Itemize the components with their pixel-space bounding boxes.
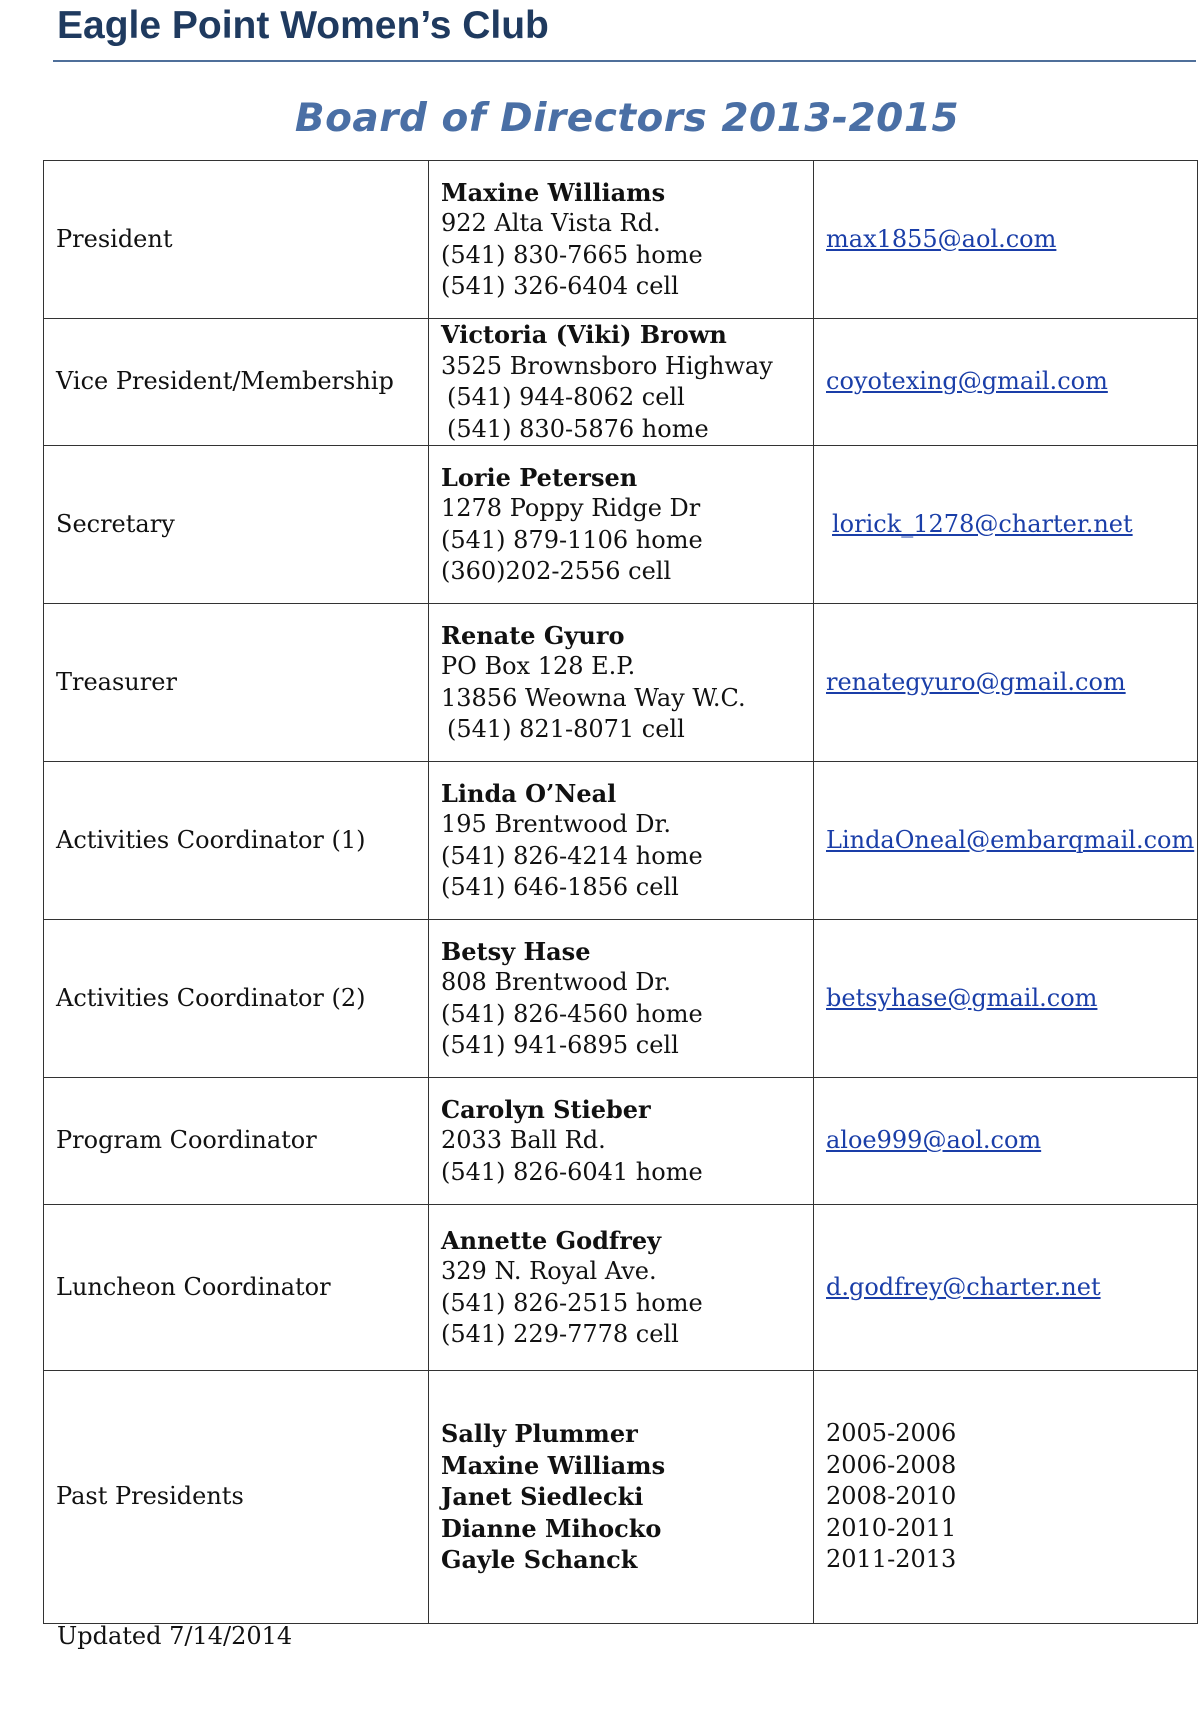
board-title: Board of Directors 2013-2015 xyxy=(294,96,960,141)
member-name: Annette Godfrey xyxy=(441,1225,662,1255)
email-cell xyxy=(814,604,1198,762)
phone-line: (541) 326-6404 cell xyxy=(441,272,679,300)
table-row xyxy=(44,762,1198,920)
role-cell: Secretary xyxy=(44,446,429,604)
address-line: 329 N. Royal Ave. xyxy=(441,1257,657,1285)
email-cell xyxy=(814,446,1198,604)
email-link[interactable]: renategyuro@gmail.com xyxy=(826,667,1126,696)
role-cell: Vice President/Membership xyxy=(44,319,429,446)
member-name: Renate Gyuro xyxy=(441,620,625,650)
past-president-years-cell xyxy=(814,1371,1198,1624)
phone-line: (541) 941-6895 cell xyxy=(441,1031,679,1059)
past-president-name: Dianne Mihocko xyxy=(441,1513,662,1543)
email-link[interactable]: betsyhase@gmail.com xyxy=(826,983,1098,1012)
role-cell: Luncheon Coordinator xyxy=(44,1205,429,1371)
email-cell xyxy=(814,920,1198,1078)
member-name: Lorie Petersen xyxy=(441,462,638,492)
address-line: 1278 Poppy Ridge Dr xyxy=(441,494,701,522)
phone-line: (541) 229-7778 cell xyxy=(441,1320,679,1348)
contact-cell xyxy=(429,604,814,762)
table-row xyxy=(44,1205,1198,1371)
past-president-years: 2006-2008 xyxy=(826,1450,957,1479)
past-president-name: Sally Plummer xyxy=(441,1419,638,1449)
member-name: Carolyn Stieber xyxy=(441,1094,651,1124)
address-line: 808 Brentwood Dr. xyxy=(441,968,671,996)
email-cell xyxy=(814,762,1198,920)
role-cell: Activities Coordinator (1) xyxy=(44,762,429,920)
past-president-names-cell xyxy=(429,1371,814,1624)
phone-line: (541) 821-8071 cell xyxy=(447,715,685,743)
email-link[interactable]: max1855@aol.com xyxy=(826,224,1057,253)
member-name: Linda O’Neal xyxy=(441,778,617,808)
table-row xyxy=(44,319,1198,446)
phone-line: (541) 826-2515 home xyxy=(441,1288,703,1317)
title-divider xyxy=(53,60,1196,62)
address-line: 2033 Ball Rd. xyxy=(441,1126,606,1155)
org-title: Eagle Point Women’s Club xyxy=(57,4,549,47)
address-line: 3525 Brownsboro Highway xyxy=(441,351,773,380)
contact-cell xyxy=(429,319,814,446)
role-cell: President xyxy=(44,161,429,319)
past-president-name: Janet Siedlecki xyxy=(441,1482,644,1512)
phone-line: (541) 646-1856 cell xyxy=(441,873,679,901)
role-cell: Activities Coordinator (2) xyxy=(44,920,429,1078)
table-row xyxy=(44,161,1198,319)
phone-line: (541) 944-8062 cell xyxy=(447,383,685,411)
phone-line: (541) 826-6041 home xyxy=(441,1157,703,1186)
email-link[interactable]: LindaOneal@embarqmail.com xyxy=(826,825,1195,854)
past-president-years: 2010-2011 xyxy=(826,1513,957,1542)
address-line: PO Box 128 E.P. xyxy=(441,652,636,680)
member-name: Victoria (Viki) Brown xyxy=(441,320,727,349)
table-row xyxy=(44,604,1198,762)
table-row xyxy=(44,1371,1198,1624)
phone-line: (541) 879-1106 home xyxy=(441,525,703,554)
contact-cell xyxy=(429,446,814,604)
table-row xyxy=(44,920,1198,1078)
past-president-name: Gayle Schanck xyxy=(441,1545,638,1575)
contact-cell xyxy=(429,920,814,1078)
email-cell xyxy=(814,1205,1198,1371)
board-of-directors-table xyxy=(43,160,1198,1624)
email-link[interactable]: d.godfrey@charter.net xyxy=(826,1272,1101,1301)
member-name: Betsy Hase xyxy=(441,936,591,966)
member-name: Maxine Williams xyxy=(441,177,666,207)
contact-cell xyxy=(429,1205,814,1371)
role-cell: Treasurer xyxy=(44,604,429,762)
contact-cell xyxy=(429,161,814,319)
contact-cell xyxy=(429,1078,814,1205)
table-row xyxy=(44,446,1198,604)
phone-line: (541) 826-4214 home xyxy=(441,841,703,870)
role-cell: Program Coordinator xyxy=(44,1078,429,1205)
past-president-years: 2011-2013 xyxy=(826,1545,957,1574)
past-president-years: 2008-2010 xyxy=(826,1482,957,1511)
email-cell xyxy=(814,319,1198,446)
address-line: 195 Brentwood Dr. xyxy=(441,810,671,838)
address-line: 13856 Weowna Way W.C. xyxy=(441,683,746,712)
phone-line: (541) 830-5876 home xyxy=(447,414,709,443)
phone-line: (541) 830-7665 home xyxy=(441,240,703,269)
email-link[interactable]: lorick_1278@charter.net xyxy=(832,509,1133,538)
table-row xyxy=(44,1078,1198,1205)
email-link[interactable]: coyotexing@gmail.com xyxy=(826,367,1108,396)
phone-line: (541) 826-4560 home xyxy=(441,999,703,1028)
past-president-name: Maxine Williams xyxy=(441,1450,666,1480)
email-cell xyxy=(814,161,1198,319)
address-line: 922 Alta Vista Rd. xyxy=(441,209,661,237)
email-cell xyxy=(814,1078,1198,1205)
email-link[interactable]: aloe999@aol.com xyxy=(826,1126,1042,1155)
role-cell: Past Presidents xyxy=(44,1371,429,1624)
phone-line: (360)202-2556 cell xyxy=(441,557,672,585)
contact-cell xyxy=(429,762,814,920)
past-president-years: 2005-2006 xyxy=(826,1419,957,1448)
updated-date: Updated 7/14/2014 xyxy=(57,1622,293,1650)
